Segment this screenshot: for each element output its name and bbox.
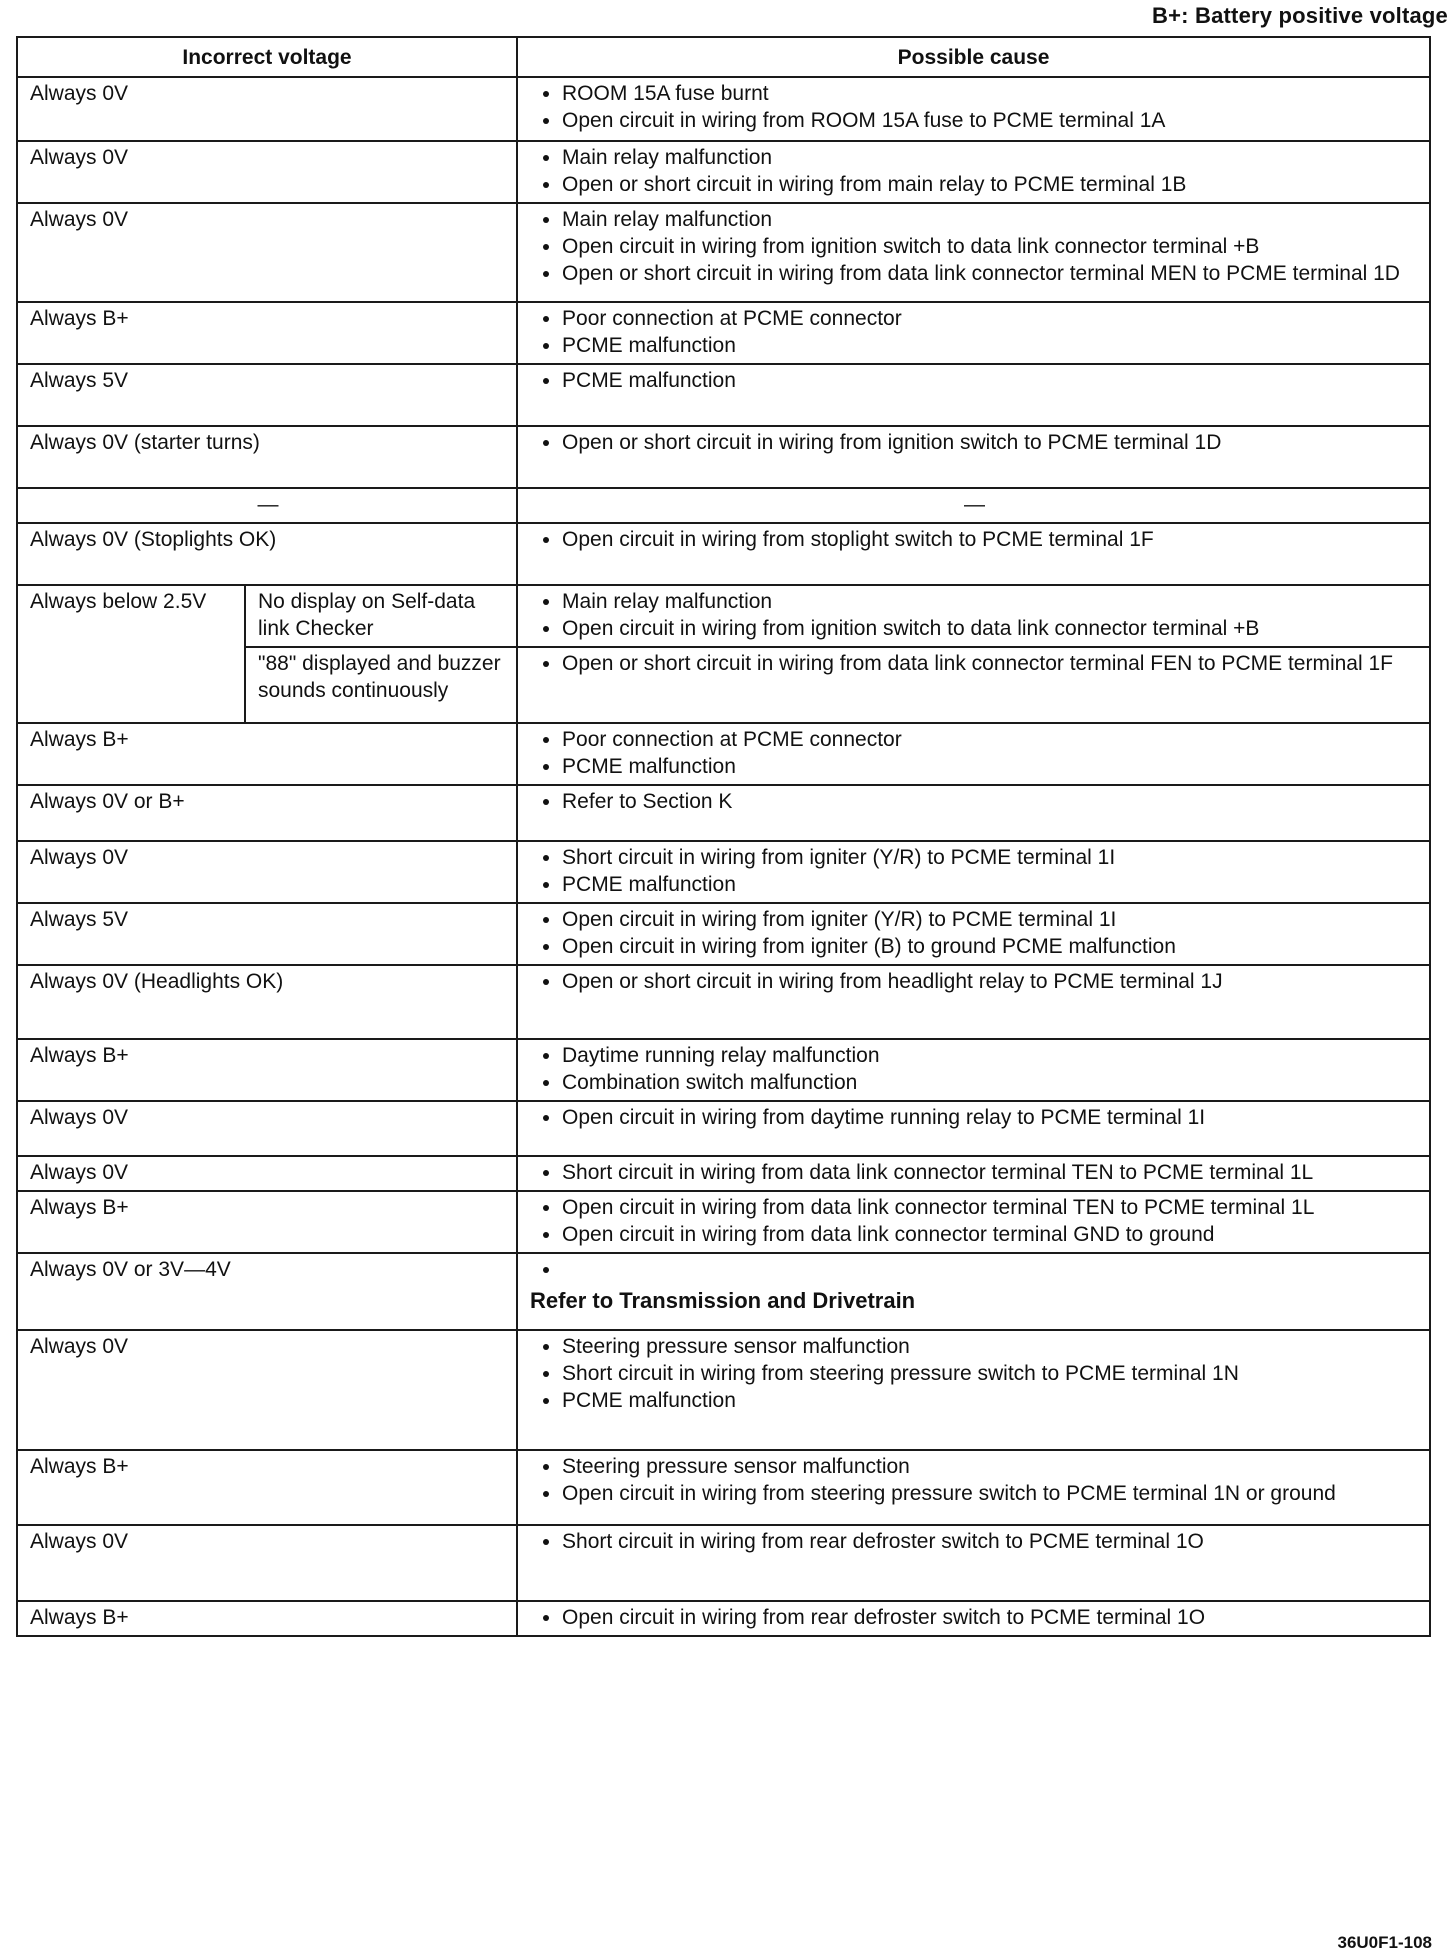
- cause-item: • PCME malfunction: [562, 332, 1419, 359]
- table-row: [17, 141, 1430, 203]
- possible-cause-cell: [517, 203, 1430, 302]
- table-row: [17, 523, 1430, 585]
- cause-item: • PCME malfunction: [562, 871, 1419, 898]
- cause-item: • Open circuit in wiring from data link connector terminal TEN to PCME terminal 1L: [562, 1194, 1419, 1221]
- table-row: [17, 841, 1430, 903]
- incorrect-voltage-cell: Always B+: [17, 1450, 517, 1525]
- possible-cause-cell: [517, 1601, 1430, 1636]
- incorrect-voltage-cell: Always 0V (Headlights OK): [17, 965, 517, 1039]
- incorrect-voltage-cell: Always 0V: [17, 77, 517, 141]
- incorrect-voltage-cell: Always 5V: [17, 903, 517, 965]
- figure-id: 36U0F1-108: [1337, 1933, 1432, 1952]
- table-row: [17, 426, 1430, 488]
- cause-item: • Daytime running relay malfunction: [562, 1042, 1419, 1069]
- table-row: [17, 723, 1430, 785]
- possible-cause-cell: [517, 364, 1430, 426]
- cause-list: [530, 588, 1419, 642]
- cause-item: • Open circuit in wiring from daytime running relay to PCME terminal 1I: [562, 1104, 1419, 1131]
- cause-list: [530, 80, 1419, 134]
- possible-cause-cell: [517, 841, 1430, 903]
- voltage-troubleshooting-table: [16, 36, 1431, 1637]
- possible-cause-cell: [517, 1330, 1430, 1450]
- cause-item: • Poor connection at PCME connector: [562, 726, 1419, 753]
- possible-cause-cell: [517, 647, 1430, 723]
- incorrect-voltage-cell: Always B+: [17, 723, 517, 785]
- table-row: [17, 203, 1430, 302]
- cause-item: • Open circuit in wiring from ignition switch to data link connector terminal +B: [562, 615, 1419, 642]
- cause-item: • Open or short circuit in wiring from main relay to PCME terminal 1B: [562, 171, 1419, 198]
- possible-cause-cell: [517, 1039, 1430, 1101]
- cause-list: [530, 206, 1419, 287]
- table-row: [17, 1191, 1430, 1253]
- incorrect-voltage-cell: Always B+: [17, 1191, 517, 1253]
- header-incorrect-voltage: Incorrect voltage: [17, 37, 517, 77]
- incorrect-voltage-cell: Always 0V: [17, 1156, 517, 1191]
- cause-item: • Open or short circuit in wiring from ignition switch to PCME terminal 1D: [562, 429, 1419, 456]
- cause-list: [530, 1604, 1419, 1631]
- possible-cause-cell: [517, 1191, 1430, 1253]
- cause-list: [530, 144, 1419, 198]
- table-row: [17, 77, 1430, 141]
- cause-item: • Short circuit in wiring from rear defroster switch to PCME terminal 1O: [562, 1528, 1419, 1555]
- table-row: [17, 364, 1430, 426]
- cause-item: • Open circuit in wiring from steering pressure switch to PCME terminal 1N or ground: [562, 1480, 1419, 1507]
- incorrect-voltage-cell: Always 0V (starter turns): [17, 426, 517, 488]
- possible-cause-cell: [517, 141, 1430, 203]
- table-row: [17, 585, 1430, 647]
- cause-item: • Open circuit in wiring from igniter (Y/R) to PCME terminal 1I: [562, 906, 1419, 933]
- cause-list: [530, 788, 1419, 815]
- incorrect-voltage-cell: Always 0V: [17, 1525, 517, 1601]
- possible-cause-cell: [517, 1101, 1430, 1156]
- cause-list: [530, 526, 1419, 553]
- cause-item: • Short circuit in wiring from igniter (Y/R) to PCME terminal 1I: [562, 844, 1419, 871]
- cause-item: • Open or short circuit in wiring from data link connector terminal MEN to PCME terminal 1D: [562, 260, 1419, 287]
- table-row: [17, 1156, 1430, 1191]
- cause-item: • Open circuit in wiring from igniter (B) to ground PCME malfunction: [562, 933, 1419, 960]
- possible-cause-cell: [517, 965, 1430, 1039]
- cause-item: • Open circuit in wiring from data link connector terminal GND to ground: [562, 1221, 1419, 1248]
- incorrect-voltage-cell: Always 0V: [17, 841, 517, 903]
- cause-item: • Open circuit in wiring from rear defroster switch to PCME terminal 1O: [562, 1604, 1419, 1631]
- incorrect-voltage-cell: Always B+: [17, 1039, 517, 1101]
- table-row: [17, 1601, 1430, 1636]
- possible-cause-cell: [517, 426, 1430, 488]
- incorrect-voltage-cell: Always 0V or B+: [17, 785, 517, 841]
- cause-item: • PCME malfunction: [562, 1387, 1419, 1414]
- cause-item: • Main relay malfunction: [562, 206, 1419, 233]
- cause-list: [530, 367, 1419, 394]
- incorrect-voltage-cell: Always 0V: [17, 141, 517, 203]
- table-row: [17, 1450, 1430, 1525]
- cause-item: [562, 1256, 1419, 1283]
- cause-item: • PCME malfunction: [562, 753, 1419, 780]
- possible-cause-cell: [517, 1525, 1430, 1601]
- possible-cause-cell: —: [517, 488, 1430, 523]
- cause-item: • PCME malfunction: [562, 367, 1419, 394]
- table-row: [17, 1039, 1430, 1101]
- possible-cause-cell: [517, 1253, 1430, 1330]
- cause-list: [530, 1104, 1419, 1131]
- incorrect-voltage-cell: Always 0V: [17, 1101, 517, 1156]
- table-row: [17, 302, 1430, 364]
- possible-cause-cell: [517, 585, 1430, 647]
- table-row: [17, 488, 1430, 523]
- cause-list: [530, 1042, 1419, 1096]
- cause-item: • Steering pressure sensor malfunction: [562, 1333, 1419, 1360]
- possible-cause-cell: [517, 1156, 1430, 1191]
- cause-list: [530, 305, 1419, 359]
- cause-item: • Combination switch malfunction: [562, 1069, 1419, 1096]
- incorrect-voltage-cell: Always below 2.5V: [17, 585, 245, 723]
- incorrect-voltage-cell: Always 0V: [17, 203, 517, 302]
- cause-list: [530, 1256, 1419, 1283]
- condition-cell: "88" displayed and buzzer sounds continuously: [245, 647, 517, 723]
- cause-item: • ROOM 15A fuse burnt: [562, 80, 1419, 107]
- cause-list: [530, 968, 1419, 995]
- cause-list: [530, 429, 1419, 456]
- possible-cause-cell: [517, 903, 1430, 965]
- possible-cause-cell: [517, 723, 1430, 785]
- cause-item: • Open circuit in wiring from stoplight switch to PCME terminal 1F: [562, 526, 1419, 553]
- incorrect-voltage-cell: —: [17, 488, 517, 523]
- cause-list: [530, 1528, 1419, 1555]
- incorrect-voltage-cell: Always B+: [17, 302, 517, 364]
- cause-item: • Open circuit in wiring from ignition switch to data link connector terminal +B: [562, 233, 1419, 260]
- incorrect-voltage-cell: Always 0V: [17, 1330, 517, 1450]
- cause-item: • Poor connection at PCME connector: [562, 305, 1419, 332]
- cause-item: • Refer to Section K: [562, 788, 1419, 815]
- cause-list: [530, 1333, 1419, 1414]
- legend-note: B+: Battery positive voltage: [1152, 3, 1448, 28]
- table-row: [17, 1101, 1430, 1156]
- cause-item: • Main relay malfunction: [562, 588, 1419, 615]
- header-possible-cause: Possible cause: [517, 37, 1430, 77]
- cause-list: [530, 650, 1419, 677]
- cause-item: • Short circuit in wiring from steering pressure switch to PCME terminal 1N: [562, 1360, 1419, 1387]
- possible-cause-cell: [517, 785, 1430, 841]
- table-row: [17, 965, 1430, 1039]
- cause-item: • Main relay malfunction: [562, 144, 1419, 171]
- possible-cause-cell: [517, 77, 1430, 141]
- condition-cell: No display on Self-data link Checker: [245, 585, 517, 647]
- incorrect-voltage-cell: Always 0V or 3V—4V: [17, 1253, 517, 1330]
- cause-list: [530, 844, 1419, 898]
- cross-reference-note: Refer to Transmission and Drivetrain: [530, 1288, 916, 1313]
- table-row: [17, 903, 1430, 965]
- cause-item: • Steering pressure sensor malfunction: [562, 1453, 1419, 1480]
- cause-list: [530, 1453, 1419, 1507]
- incorrect-voltage-cell: Always B+: [17, 1601, 517, 1636]
- cause-list: [530, 1159, 1419, 1186]
- possible-cause-cell: [517, 523, 1430, 585]
- incorrect-voltage-cell: Always 5V: [17, 364, 517, 426]
- cause-item: • Open circuit in wiring from ROOM 15A fuse to PCME terminal 1A: [562, 107, 1419, 134]
- table-row: [17, 1525, 1430, 1601]
- cause-item: • Open or short circuit in wiring from data link connector terminal FEN to PCME terminal 1F: [562, 650, 1419, 677]
- cause-item: • Open or short circuit in wiring from headlight relay to PCME terminal 1J: [562, 968, 1419, 995]
- incorrect-voltage-cell: Always 0V (Stoplights OK): [17, 523, 517, 585]
- table-header-row: [17, 37, 1430, 77]
- table-row: [17, 1330, 1430, 1450]
- cause-list: [530, 1194, 1419, 1248]
- possible-cause-cell: [517, 302, 1430, 364]
- table-row: [17, 785, 1430, 841]
- cause-item: • Short circuit in wiring from data link connector terminal TEN to PCME terminal 1L: [562, 1159, 1419, 1186]
- cause-list: [530, 906, 1419, 960]
- possible-cause-cell: [517, 1450, 1430, 1525]
- table-row: [17, 1253, 1430, 1330]
- cause-list: [530, 726, 1419, 780]
